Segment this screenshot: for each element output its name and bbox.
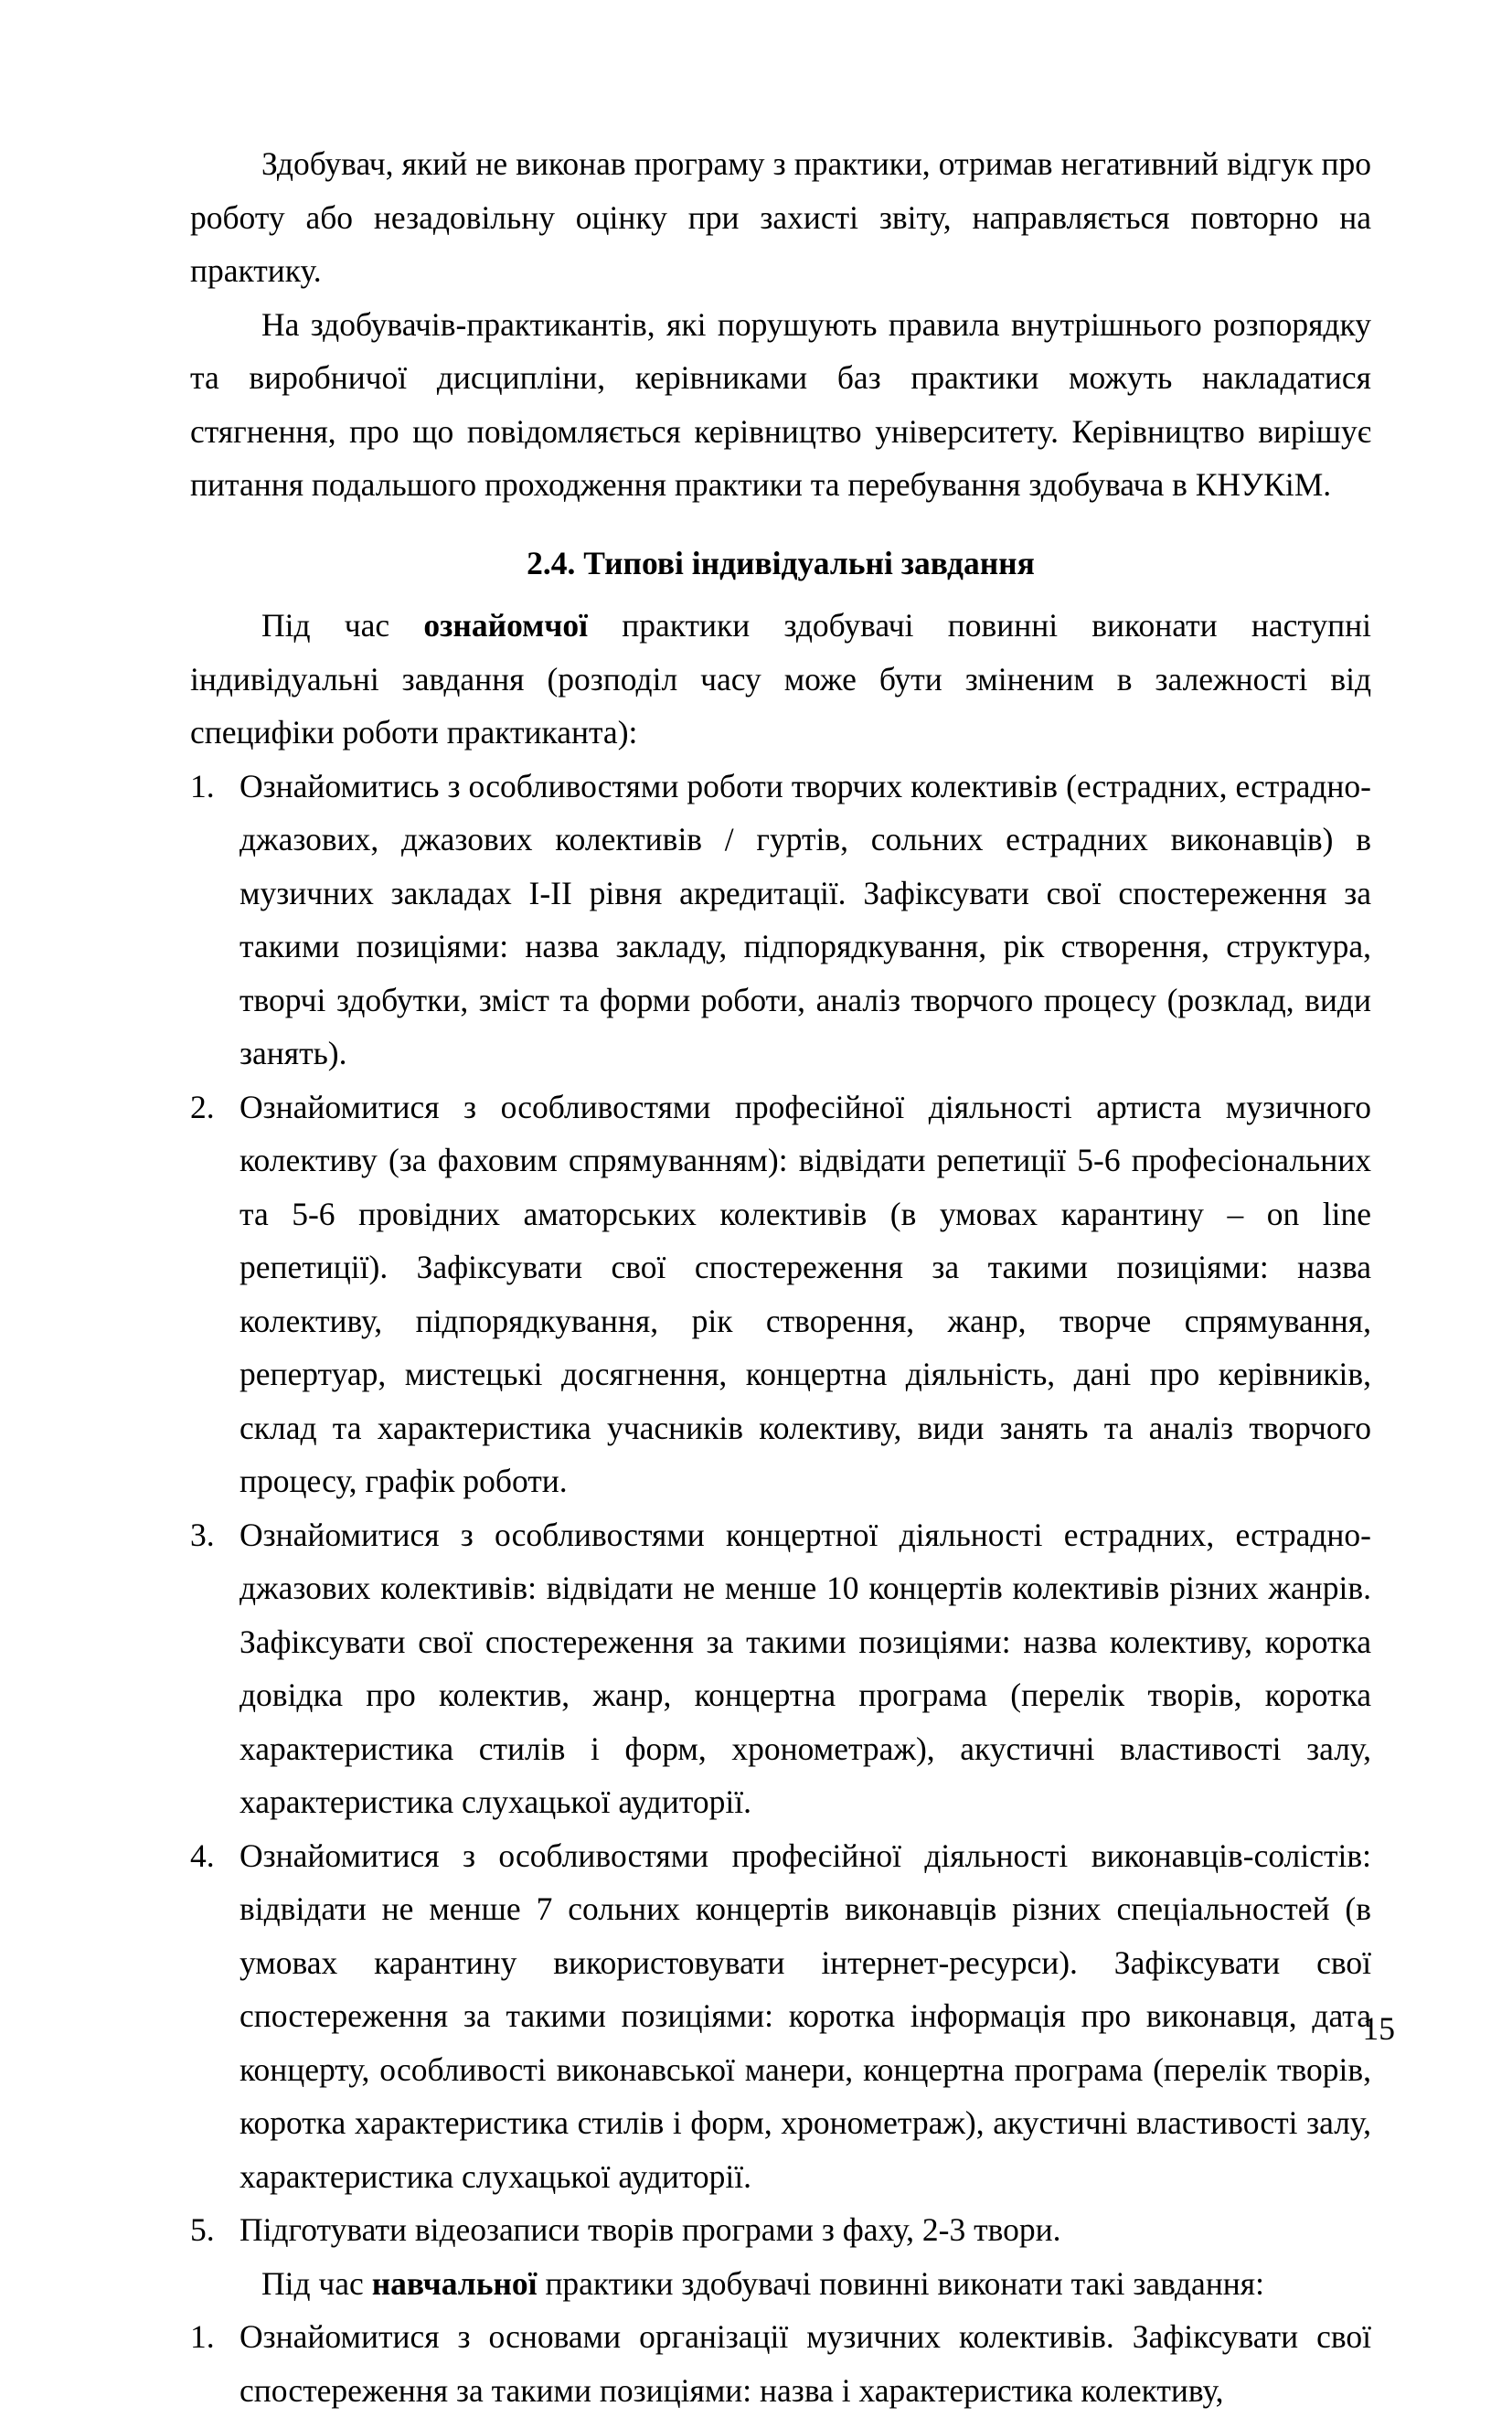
list-item-marker: 2. <box>190 1088 215 1125</box>
list-item <box>190 1829 1371 2204</box>
list-item <box>190 1508 1371 1829</box>
paragraph-2: На здобувачів-практикантів, які порушують правила внутрішнього розпорядку та виробничої дисципліни, керівниками баз практики можуть накладатися стягнення, про що повідомляється керівництво університету. Керівництво вирішує питання подальшого проходження практики та перебування здобувача в КНУКіМ. <box>190 305 1371 503</box>
task-list-introductory <box>190 760 1371 2257</box>
intro-2-bold: навчальної <box>371 2264 538 2302</box>
paragraph-1: Здобувач, який не виконав програму з практики, отримав негативний відгук про роботу або незадовільну оцінку при захисті звіту, направляється повторно на практику. <box>190 145 1371 289</box>
intro-1-bold: ознайомчої <box>423 607 588 644</box>
list-item-marker: 1. <box>190 2318 215 2355</box>
list-item-text: Підготувати відеозаписи творів програми з фаху, 2-3 твори. <box>240 2211 1061 2248</box>
intro-paragraph-2 <box>190 2257 1371 2311</box>
list-item <box>190 2310 1371 2417</box>
list-item <box>190 760 1371 1081</box>
intro-1-before: Під час <box>261 607 424 644</box>
page-content <box>190 137 1371 2417</box>
page-number: 15 <box>1362 2010 1395 2047</box>
intro-2-after: практики здобувачі повинні виконати такі завдання: <box>537 2264 1265 2302</box>
intro-2-before: Під час <box>261 2264 372 2302</box>
list-item-text: Ознайомитися з основами організації музичних колективів. Зафіксувати свої спостереження за такими позиціями: назва і характеристика колективу, <box>240 2318 1371 2409</box>
intro-1-after: практики здобувачі повинні виконати наступні індивідуальні завдання (розподіл часу може бути зміненим в залежності від специфіки роботи практиканта): <box>190 607 1371 751</box>
intro-paragraph-1 <box>190 599 1371 760</box>
list-item-text: Ознайомитися з особливостями професійної діяльності артиста музичного колективу (за фаховим спрямуванням): відвідати репетиції 5-6 професіональних та 5-6 провідних аматорських колективів (в умовах карантину – on line репетиції). Зафіксувати свої спостереження за такими позиціями: назва колективу, підпорядкування, рік створення, жанр, творче спрямування, репертуар, мистецькі досягнення, концертна діяльність, дані про керівників, склад та характеристика учасників колективу, види занять та аналіз творчого процесу, графік роботи. <box>240 1088 1371 1499</box>
list-item-marker: 5. <box>190 2211 215 2248</box>
list-item-text: Ознайомитись з особливостями роботи творчих колективів (естрадних, естрадно-джазових, джазових колективів / гуртів, сольних естрадних виконавців) в музичних закладах I-II рівня акредитації. Зафіксувати свої спостереження за такими позиціями: назва закладу, підпорядкування, рік створення, структура, творчі здобутки, зміст та форми роботи, аналіз творчого процесу (розклад, види занять). <box>240 767 1371 1071</box>
section-heading: 2.4. Типові індивідуальні завдання <box>527 544 1035 581</box>
list-item-text: Ознайомитися з особливостями концертної діяльності естрадних, естрадно-джазових колективів: відвідати не менше 10 концертів колективів різних жанрів. Зафіксувати свої спостереження за такими позиціями: назва колективу, коротка довідка про колектив, жанр, концертна програма (перелік творів, коротка характеристика стилів і форм, хронометраж), акустичні властивості залу, характеристика слухацької аудиторії. <box>240 1516 1371 1820</box>
list-item <box>190 1081 1371 1508</box>
list-item <box>190 2203 1371 2257</box>
list-item-marker: 3. <box>190 1516 215 1553</box>
list-item-marker: 4. <box>190 1837 215 1874</box>
list-item-marker: 1. <box>190 767 215 804</box>
list-item-text: Ознайомитися з особливостями професійної діяльності виконавців-солістів: відвідати не менше 7 сольних концертів виконавців різних спеціальностей (в умовах карантину використовувати інтернет-ресурси). Зафіксувати свої спостереження за такими позиціями: коротка інформація про виконавця, дата концерту, особливості виконавської манери, концертна програма (перелік творів, коротка характеристика стилів і форм, хронометраж), акустичні властивості залу, характеристика слухацької аудиторії. <box>240 1837 1371 2195</box>
task-list-educational <box>190 2310 1371 2417</box>
